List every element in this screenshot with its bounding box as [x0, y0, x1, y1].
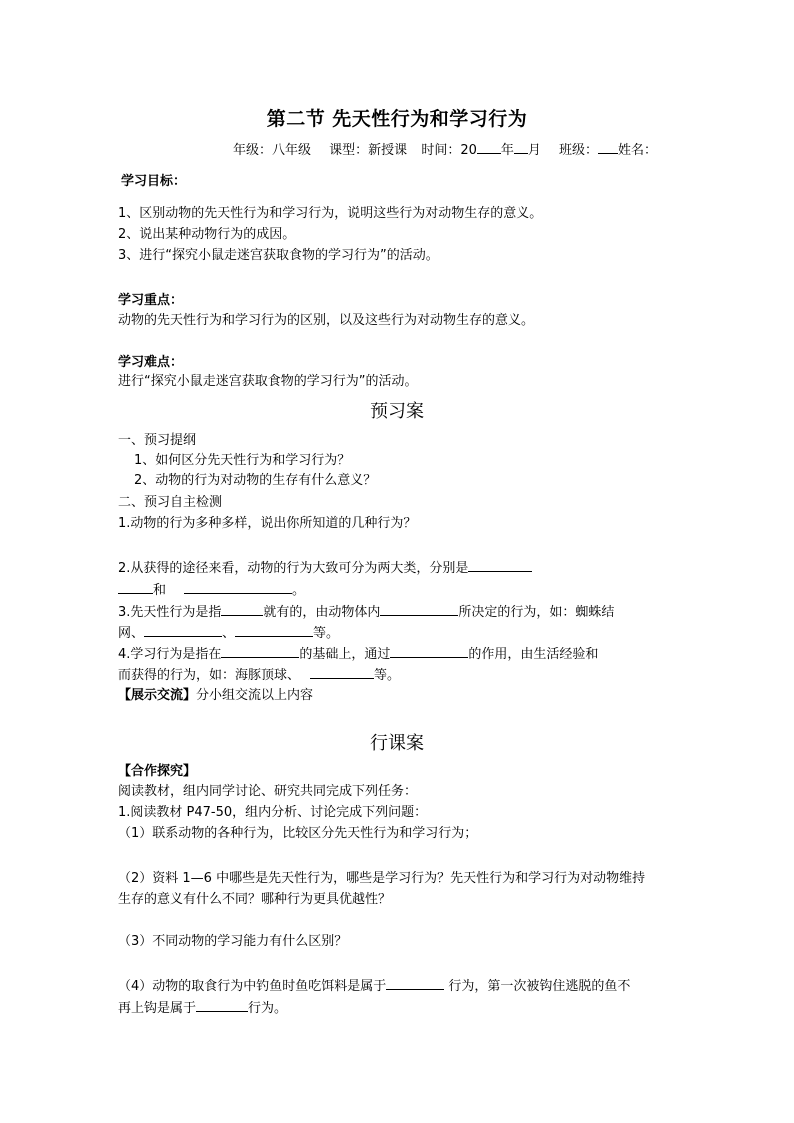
q3-end: 等。 [313, 626, 340, 641]
q4-blank-3 [310, 665, 374, 679]
sub4-text-b: 行为，第一次被钩住逃脱的鱼不 [444, 979, 631, 994]
year-label: 年 [500, 143, 514, 158]
class-label: 班级： [559, 143, 599, 158]
key-points-heading: 学习重点： [118, 293, 184, 308]
time-label: 时间：20 [421, 143, 477, 158]
objective-item-3: 3、进行“探究小鼠走迷宫获取食物的学习行为”的活动。 [118, 248, 439, 263]
sub-question-1: （1）联系动物的各种行为，比较区分先天性行为和学习行为； [118, 826, 478, 841]
q2-blank-2 [184, 580, 292, 594]
q4-text-a: 4.学习行为是指在 [118, 647, 222, 662]
exchange-label: 【展示交流】 [118, 688, 197, 703]
month-label: 月 [527, 143, 541, 158]
question-4-line-2 [118, 665, 400, 685]
lesson-intro: 阅读教材，组内同学讨论、研究共同完成下列任务： [118, 784, 418, 799]
month-blank [514, 140, 528, 154]
q4-text-c: 的作用，由生活经验和 [468, 647, 599, 662]
q3-text-c: 所决定的行为，如：蜘蛛结 [458, 605, 615, 620]
info-line [233, 140, 657, 160]
objectives-heading: 学习目标： [121, 174, 187, 189]
sub4-blank-1 [386, 976, 444, 990]
objective-item-2: 2、说出某种动物行为的成因。 [118, 227, 296, 242]
q2-blank-1b [118, 580, 153, 594]
lesson-heading: 行课案 [370, 733, 424, 754]
q2-text: 2.从获得的途径来看，动物的行为大致可分为两大类，分别是 [118, 561, 469, 576]
q4-end: 等。 [374, 668, 401, 683]
check-heading: 二、预习自主检测 [118, 495, 223, 510]
question-1: 1.动物的行为多种多样，说出你所知道的几种行为？ [118, 516, 417, 531]
exchange-text: 分小组交流以上内容 [196, 688, 314, 703]
page-title: 第二节 先天性行为和学习行为 [266, 108, 528, 130]
grade-label: 年级：八年级 [233, 143, 312, 158]
q4-text-b: 的基础上，通过 [299, 647, 391, 662]
year-blank [477, 140, 501, 154]
outline-heading: 一、预习提纲 [118, 433, 197, 448]
sub4-text-d: 行为。 [248, 1001, 288, 1016]
sub-question-4-line-2 [118, 998, 287, 1018]
question-3-line-2 [118, 623, 339, 643]
outline-item-2: 2、动物的行为对动物的生存有什么意义？ [134, 473, 377, 488]
q3-text-b: 就有的，由动物体内 [263, 605, 381, 620]
q3-sep: 、 [222, 626, 236, 641]
sub-question-3: （3）不同动物的学习能力有什么区别？ [118, 934, 348, 949]
exchange-line [118, 687, 313, 705]
q4-text-d: 而获得的行为，如：海豚顶球、 [118, 668, 301, 683]
objective-item-1: 1、区别动物的先天性行为和学习行为，说明这些行为对动物生存的意义。 [118, 206, 543, 221]
preview-heading: 预习案 [370, 401, 424, 422]
q2-end: 。 [292, 583, 306, 598]
question-2-line-2 [118, 580, 305, 600]
q4-blank-2 [390, 644, 468, 658]
outline-item-1: 1、如何区分先天性行为和学习行为？ [134, 453, 351, 468]
key-points-text: 动物的先天性行为和学习行为的区别，以及这些行为对动物生存的意义。 [118, 313, 535, 328]
type-label: 课型：新授课 [329, 143, 408, 158]
sub4-text-a: （4）动物的取食行为中钓鱼时鱼吃饵料是属于 [118, 979, 387, 994]
q3-blank-4 [235, 623, 313, 637]
q4-blank-1 [221, 644, 299, 658]
sub-question-4-line-1 [118, 976, 630, 996]
sub4-blank-2 [196, 998, 248, 1012]
task-1: 1.阅读教材 P47-50，组内分析、讨论完成下列问题： [118, 805, 428, 820]
sub-question-2-line-2: 生存的意义有什么不同？哪种行为更具优越性？ [118, 892, 392, 907]
q3-blank-3 [144, 623, 222, 637]
sub-question-2-line-1: （2）资料 1—6 中哪些是先天性行为，哪些是学习行为？先天性行为和学习行为对动物维持 [118, 871, 646, 886]
class-blank [598, 140, 618, 154]
sub4-text-c: 再上钩是属于 [118, 1001, 197, 1016]
difficulties-heading: 学习难点： [118, 355, 184, 370]
question-2-line-1 [118, 558, 532, 578]
q3-text-d: 网、 [118, 626, 145, 641]
question-4-line-1 [118, 644, 598, 664]
q2-blank-1 [468, 558, 532, 572]
question-3-line-1 [118, 602, 614, 622]
name-label: 姓名： [618, 143, 658, 158]
q2-and: 和 [153, 583, 167, 598]
coop-heading: 【合作探究】 [118, 764, 197, 779]
q3-blank-1 [221, 602, 263, 616]
q3-blank-2 [380, 602, 458, 616]
q3-text-a: 3.先天性行为是指 [118, 605, 222, 620]
difficulties-text: 进行“探究小鼠走迷宫获取食物的学习行为”的活动。 [118, 374, 418, 389]
